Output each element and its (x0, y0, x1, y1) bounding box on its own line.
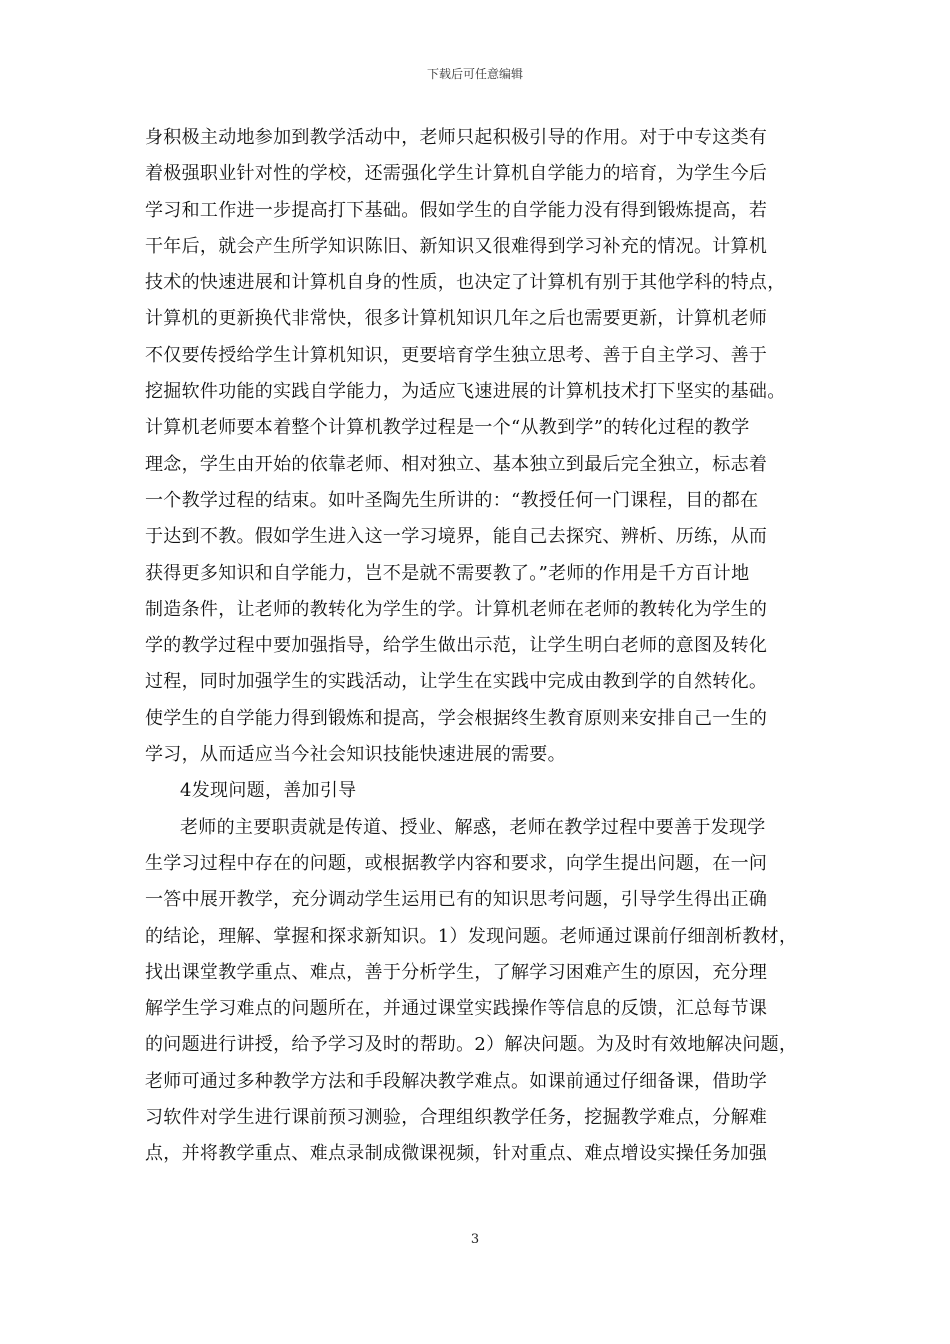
body-line: 制造条件，让老师的教转化为学生的学。计算机老师在老师的教转化为学生的 (145, 598, 768, 620)
body-line: 于达到不教。假如学生进入这一学习境界，能自己去探究、辨析、历练，从而 (145, 526, 768, 548)
page-header: 下载后可任意编辑 (426, 67, 523, 81)
body-line: 学的教学过程中要加强指导，给学生做出示范，让学生明白老师的意图及转化 (145, 635, 768, 657)
body-line: 挖掘软件功能的实践自学能力，为适应飞速进展的计算机技术打下坚实的基础。 (145, 381, 786, 403)
body-line: 理念，学生由开始的依靠老师、相对独立、基本独立到最后完全独立，标志着 (145, 453, 768, 475)
body-line: 一个教学过程的结束。如叶圣陶先生所讲的：“教授任何一门课程，目的都在 (145, 489, 759, 511)
body-line: 使学生的自学能力得到锻炼和提高，学会根据终生教育原则来安排自己一生的 (145, 707, 768, 729)
body-line: 老师的主要职责就是传道、授业、解惑，老师在教学过程中要善于发现学 (180, 816, 766, 838)
body-line: 计算机的更新换代非常快，很多计算机知识几年之后也需要更新，计算机老师 (145, 308, 768, 330)
body-line: 学习和工作进一步提高打下基础。假如学生的自学能力没有得到锻炼提高，若 (145, 199, 768, 221)
body-line: 不仅要传授给学生计算机知识，更要培育学生独立思考、善于自主学习、善于 (145, 344, 768, 366)
body-line: 解学生学习难点的问题所在，并通过课堂实践操作等信息的反馈，汇总每节课 (145, 998, 768, 1020)
document-body (145, 120, 810, 1173)
body-line: 找出课堂教学重点、难点，善于分析学生，了解学习困难产生的原因，充分理 (145, 961, 768, 983)
body-line: 获得更多知识和自学能力，岂不是就不需要教了。”老师的作用是千方百计地 (145, 562, 750, 584)
body-line: 计算机老师要本着整个计算机教学过程是一个“从教到学”的转化过程的教学 (145, 417, 750, 439)
body-line: 过程，同时加强学生的实践活动，让学生在实践中完成由教到学的自然转化。 (145, 671, 768, 693)
body-line: 习软件对学生进行课前预习测验，合理组织教学任务，挖掘教学难点，分解难 (145, 1107, 768, 1129)
body-line: 着极强职业针对性的学校，还需强化学生计算机自学能力的培育，为学生今后 (145, 163, 768, 185)
body-line: 干年后，就会产生所学知识陈旧、新知识又很难得到学习补充的情况。计算机 (145, 235, 768, 257)
body-line: 学习，从而适应当今社会知识技能快速进展的需要。 (145, 744, 566, 766)
body-line: 的问题进行讲授，给予学习及时的帮助。2）解决问题。为及时有效地解决问题， (145, 1034, 798, 1056)
body-line: 的结论，理解、掌握和探求新知识。1）发现问题。老师通过课前仔细剖析教材， (145, 925, 798, 947)
body-line: 生学习过程中存在的问题，或根据教学内容和要求，向学生提出问题，在一问 (145, 852, 768, 874)
body-line: 一答中展开教学，充分调动学生运用已有的知识思考问题，引导学生得出正确 (145, 889, 768, 911)
body-line: 老师可通过多种教学方法和手段解决教学难点。如课前通过仔细备课，借助学 (145, 1070, 768, 1092)
body-line: 技术的快速进展和计算机自身的性质，也决定了计算机有别于其他学科的特点， (145, 272, 786, 294)
body-line: 身积极主动地参加到教学活动中，老师只起积极引导的作用。对于中专这类有 (145, 127, 768, 148)
section-heading: 4发现问题，善加引导 (180, 780, 357, 802)
body-line: 点，并将教学重点、难点录制成微课视频，针对重点、难点增设实操任务加强 (145, 1143, 768, 1165)
page-number: 3 (470, 1232, 480, 1247)
